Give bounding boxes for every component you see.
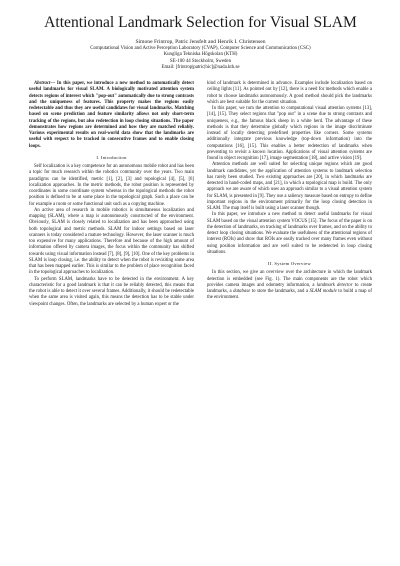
paragraph: An active area of research in mobile robotics is simultaneous localization and mapping (SLAM), where a map is autonomously constructed of the environment. Obviously, SLAM is closely related to localization and has been approached using both topological and metric methods. SLAM for indoor settings based on laser scanners is today considered a mature technology. However, the laser scanner is much too expensive for many applications. Therefore and because of the high amount of information offered by camera images, the focus within the community has shifted towards using visual information instead [7], [8], [9], [10]. One of the key problems in SLAM is loop closing, i.e. the ability to detect when the robot is revisiting some area that has been mapped earlier. This is similar to the problem of place recognition faced in the topological approaches to localization. — [29, 207, 194, 276]
right-column — [207, 81, 372, 308]
emphasis-term: SLAM module — [309, 289, 337, 294]
left-column — [29, 81, 194, 308]
paper-title: Attentional Landmark Selection for Visual SLAM — [44, 14, 357, 31]
emphasis-term: database — [233, 289, 251, 294]
paragraph: Attention methods are well suited for selecting unique regions which are good landmark candidates, yet the application of attention systems to landmark selection has rarely been studied. Two existing approaches are [20], in which landmarks are detected in hand-coded maps, and [21], in which a topological map is build. The only approach we are aware of which uses an approach similar to a visual attention system for SLAM, is presented in [9]. They use a saliency measure based on entropy to define important regions in the environment primarily for the loop closing detection in SLAM. The map itself is built using a laser scanner though. — [207, 162, 372, 211]
paper-authors: Simone Frintrop, Patric Jensfelt and Henrik I. Christensen — [135, 39, 266, 45]
section-heading-system-overview: II. System Overview — [268, 261, 311, 266]
paragraph: To perform SLAM, landmarks have to be detected in the environment. A key characteristic for a good landmark is that it can be reliably detected, this means that the robot is able to detect it over several frames. Additionally, it should be redetectable when the same area is visited again, this means the detection has to be stable under viewpoint changes. Often, the landmarks are selected by a human expert or the — [29, 276, 194, 307]
paragraph — [207, 270, 372, 301]
abstract — [29, 81, 194, 150]
paragraph: In this paper, we introduce a new method to detect useful landmarks for visual SLAM based on the visual attention system VOCUS [15]. The focus of the paper is on the detection of landmarks, on tracking of landmarks over frames, and on the ability to detect loop closing situations. We evaluate the usefulness of the attentional regions of interest (ROIs) and show that ROIs are easily tracked over many frames even without using position information and are well suited to be redetected in loop closing situations. — [207, 212, 372, 255]
paragraph-text: In this section, we give an overview over the architecture in which the landmark detection is embedded (see Fig. 1). The main components are the robot which provides camera images and odometry information, a — [207, 270, 372, 288]
section-heading-introduction: I. Introduction — [96, 154, 127, 160]
affiliation-line: Computational Vision and Active Perception Laboratory (CVAP), Computer Science and Communication (CSC) — [90, 46, 311, 51]
paragraph: Self localization is a key competence for an autonomous mobile robot and has been a topic for much research within the robotics community over the years. Two main paradigms can be identified, metric [1], [2], [3] and topological [4], [5], [6] localization approaches. In the metric methods, the robot position is represented by coordinates in some coordinate system whereas in the topological methods the robot position is defined to be at some place in the topological graph. Such a place can be for example a room or some functional unit such as a copying machine. — [29, 164, 194, 207]
paragraph-text: to build a map of the environment. — [207, 289, 373, 301]
two-column-body — [29, 81, 372, 308]
paragraph-text: to create landmarks, a — [207, 282, 372, 294]
author-email: Email: [frintrop|patric|hic]@nada.kth.se — [161, 64, 240, 70]
paragraph: In this paper, we turn the attention to computational visual attention systems [13], [14], [15]. They select regions that "pop out" in a scene due to strong contrasts and uniqueness, e.g., the famous black sheep in a white herd. The advantage of these methods is that they determine globally which regions in the image discriminate instead of locally detecting predefined properties like corners. Some systems additionally integrate previous knowledge (top-down information) into the computations [16], [15]. This enables a better redetection of landmarks when preventing to revisit a known location. Applications of visual attention systems are found in object recognition [17], image segmentation [18], and active vision [19]. — [207, 106, 372, 161]
paragraph: kind of landmark is determined in advance. Examples include localization based on ceiling lights [11]. As pointed out by [12], there is a need for methods which enable a robot to choose landmarks autonomously. A good method should pick the landmarks which are best suitable for the current situation. — [207, 81, 372, 105]
affiliation-line: Kungliga Tekniska Högskolan (KTH) — [163, 52, 238, 58]
affiliation-line: SE-100 44 Stockholm, Sweden — [169, 58, 232, 64]
emphasis-term: landmark detector — [316, 282, 353, 288]
abstract-label: Abstract — [34, 81, 51, 86]
abstract-text: — In this paper, we introduce a new method to automatically detect useful landmarks for visual SLAM. A biologically motivated attention system detects regions of interest which "pop-out" automatically due to strong contrasts and the uniqueness of features. This property makes the regions easily redetectable and thus they are useful candidates for visual landmarks. Matching based on scene prediction and feature similarity allows not only short-term tracking of the regions, but also redetection in loop closing situations. The paper demonstrates how regions are determined and how they are matched reliably. Various experimental results on real-world data show that the landmarks are useful with respect to be tracked in consecutive frames and to enable closing loops. — [29, 81, 194, 149]
paragraph-text: to store the landmarks, and a — [250, 289, 310, 294]
